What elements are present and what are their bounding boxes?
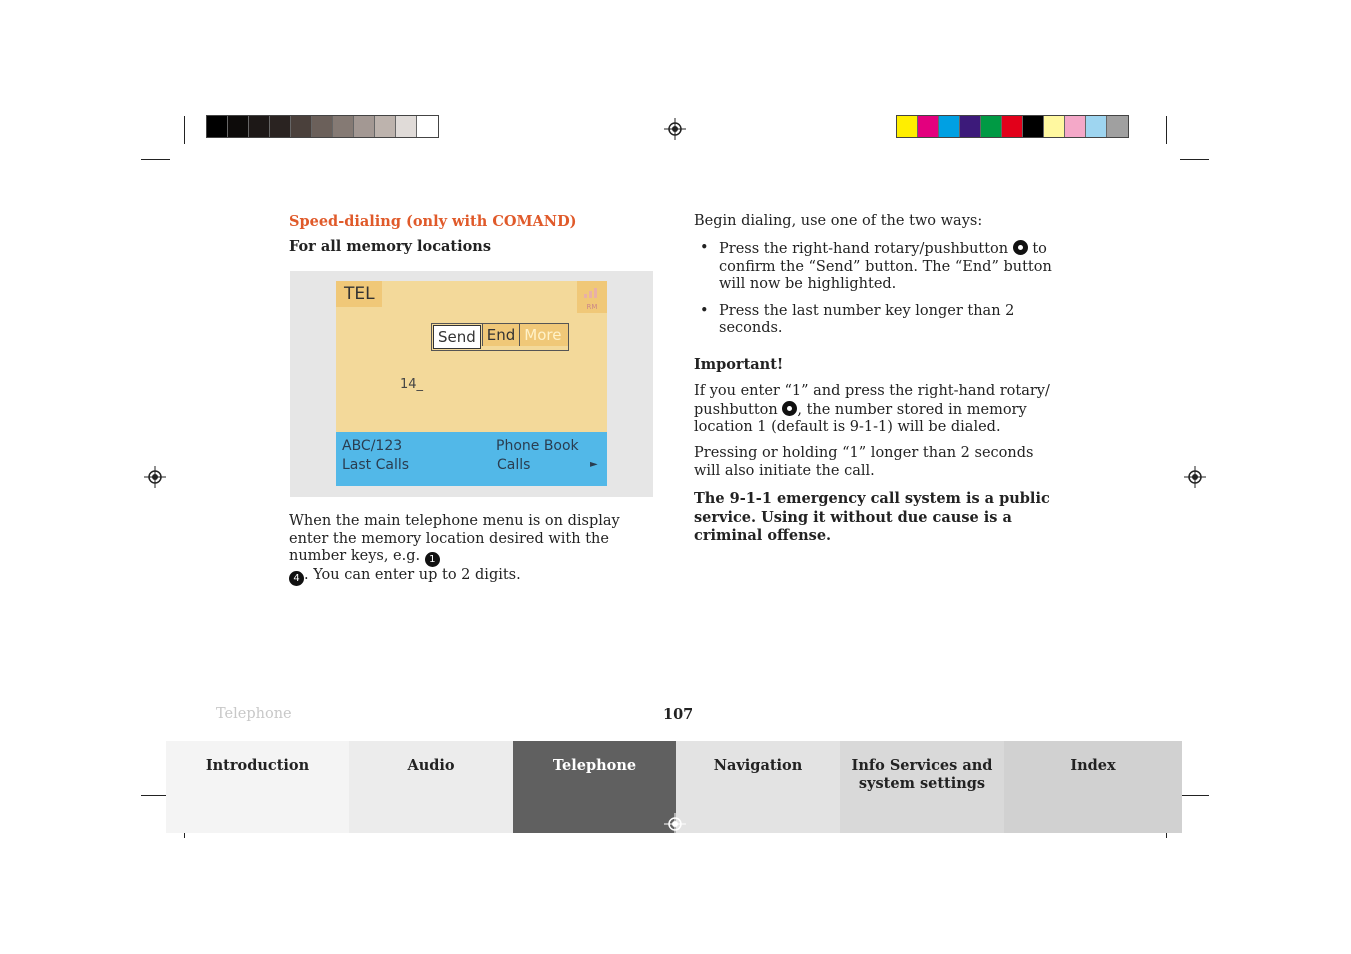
- arrow-right-icon: ►: [590, 459, 598, 470]
- color-swatch: [1086, 116, 1107, 137]
- color-swatch: [897, 116, 918, 137]
- registration-mark-icon: [664, 118, 686, 140]
- color-calibration-bar: [896, 115, 1129, 138]
- color-swatch: [228, 116, 249, 137]
- tab-index[interactable]: [1004, 741, 1182, 833]
- end-button[interactable]: End: [482, 324, 520, 346]
- rotary-pushbutton-icon: [1013, 240, 1028, 255]
- color-swatch: [312, 116, 333, 137]
- color-swatch: [1023, 116, 1044, 137]
- color-swatch: [249, 116, 270, 137]
- color-swatch: [354, 116, 375, 137]
- color-swatch: [417, 116, 438, 137]
- tab-label: Telephone: [552, 757, 637, 774]
- emergency-warning: The 9-1-1 emergency call system is a public service. Using it without due cause is a criminal offense.: [694, 490, 1050, 544]
- signal-label: RM: [586, 303, 598, 311]
- color-swatch: [960, 116, 981, 137]
- menu-calls[interactable]: Calls: [497, 457, 531, 473]
- color-swatch: [918, 116, 939, 137]
- crop-mark: [1180, 795, 1209, 796]
- color-swatch: [396, 116, 417, 137]
- tab-label: Info Services and system settings: [851, 757, 993, 792]
- tab-info[interactable]: [840, 741, 1004, 833]
- softkey-row: [431, 323, 569, 351]
- color-swatch: [1065, 116, 1086, 137]
- running-footer: Telephone: [216, 706, 292, 722]
- number-key-4-icon: 4: [289, 571, 304, 586]
- tab-telephone[interactable]: [513, 741, 676, 833]
- list-item: • Press the right-hand rotary/pushbutton to confirm the “Send” button. The “End” button will now be highlighted.: [694, 240, 1054, 294]
- tab-label: Audio: [407, 757, 455, 774]
- tel-badge: TEL: [336, 281, 382, 307]
- more-button[interactable]: More: [519, 324, 568, 346]
- number-key-1-icon: 1: [425, 552, 440, 567]
- subtitle: For all memory locations: [289, 238, 492, 255]
- dialed-digits: 14_: [400, 377, 424, 392]
- page-number: 107: [663, 706, 694, 723]
- tab-navigation[interactable]: [676, 741, 840, 833]
- tab-introduction[interactable]: [166, 741, 349, 833]
- registration-mark-icon: [144, 466, 166, 488]
- memory-location-instructions: When the main telephone menu is on display enter the memory location desired with the number keys, e.g. 1 4 . You can enter up to 2 digits.: [289, 513, 620, 584]
- list-item: • Press the last number key longer than 2 seconds.: [694, 303, 1054, 338]
- registration-mark-icon: [1184, 466, 1206, 488]
- color-swatch: [270, 116, 291, 137]
- crop-mark: [1180, 159, 1209, 160]
- menu-phone-book[interactable]: Phone Book: [496, 438, 579, 454]
- color-swatch: [291, 116, 312, 137]
- color-swatch: [1002, 116, 1023, 137]
- color-swatch: [1044, 116, 1065, 137]
- registration-mark-icon: [664, 813, 686, 835]
- section-title: Speed-dialing (only with COMAND): [289, 213, 577, 230]
- tab-audio[interactable]: [349, 741, 513, 833]
- color-swatch: [1107, 116, 1128, 137]
- important-label: Important!: [694, 356, 784, 373]
- dialing-methods-list: [694, 240, 1054, 347]
- menu-abc123[interactable]: ABC/123: [342, 438, 403, 454]
- comand-screen: [336, 281, 607, 486]
- color-swatch: [333, 116, 354, 137]
- grayscale-calibration-bar: [206, 115, 439, 138]
- important-paragraph-2: Pressing or holding “1” longer than 2 seconds will also initiate the call.: [694, 445, 1034, 479]
- dialing-intro: Begin dialing, use one of the two ways:: [694, 213, 983, 229]
- color-swatch: [939, 116, 960, 137]
- display-illustration: [290, 271, 653, 497]
- menu-last-calls[interactable]: Last Calls: [342, 457, 410, 473]
- tab-label: Introduction: [205, 757, 310, 774]
- send-button[interactable]: Send: [433, 325, 481, 349]
- crop-mark: [141, 159, 170, 160]
- crop-mark: [184, 116, 185, 144]
- signal-strength-icon: [577, 281, 607, 313]
- rotary-pushbutton-icon: [782, 401, 797, 416]
- crop-mark: [1166, 116, 1167, 144]
- color-swatch: [375, 116, 396, 137]
- color-swatch: [981, 116, 1002, 137]
- color-swatch: [207, 116, 228, 137]
- tab-label: Navigation: [713, 757, 803, 774]
- important-paragraph-1: If you enter “1” and press the right-hand rotary/ pushbutton , the number stored in memory location 1 (default is 9-1-1) will be dialed.: [694, 383, 1050, 435]
- tab-label: Index: [1070, 757, 1116, 774]
- screen-menu-bar: [336, 432, 607, 486]
